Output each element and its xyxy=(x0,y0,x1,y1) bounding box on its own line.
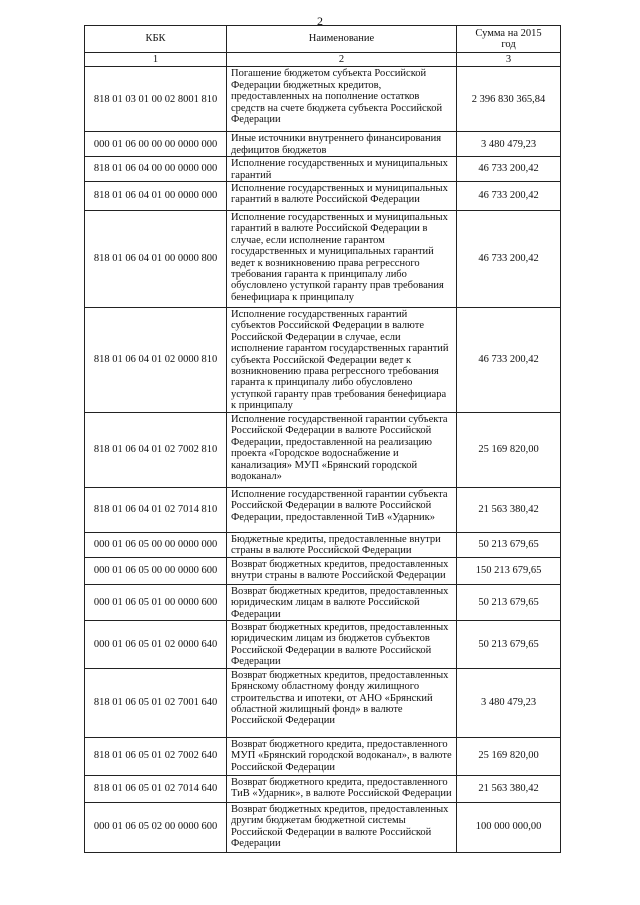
sum-cell: 46 733 200,42 xyxy=(457,157,561,182)
kbk-cell: 000 01 06 05 00 00 0000 000 xyxy=(85,533,227,558)
sum-cell: 50 213 679,65 xyxy=(457,621,561,669)
sum-cell: 150 213 679,65 xyxy=(457,557,561,584)
column-number-row xyxy=(85,53,561,67)
header-kbk: КБК xyxy=(85,26,227,53)
sum-cell: 25 169 820,00 xyxy=(457,737,561,775)
kbk-cell: 000 01 06 00 00 00 0000 000 xyxy=(85,132,227,157)
name-cell: Исполнение государственных и муниципальных гарантий xyxy=(227,157,457,182)
column-number-2: 2 xyxy=(227,53,457,67)
table-row xyxy=(85,557,561,584)
kbk-cell: 818 01 06 05 01 02 7014 640 xyxy=(85,775,227,802)
kbk-cell: 818 01 03 01 00 02 8001 810 xyxy=(85,67,227,132)
table-row xyxy=(85,533,561,558)
sum-cell: 3 480 479,23 xyxy=(457,132,561,157)
name-cell: Исполнение государственных и муниципальных гарантий в валюте Российской Федерации xyxy=(227,182,457,211)
page-number: 2 xyxy=(317,14,323,28)
kbk-cell: 818 01 06 04 01 00 0000 800 xyxy=(85,211,227,308)
kbk-cell: 818 01 06 04 01 02 0000 810 xyxy=(85,308,227,413)
kbk-cell: 818 01 06 04 01 02 7014 810 xyxy=(85,488,227,533)
name-cell: Возврат бюджетного кредита, предоставленного ТиВ «Ударник», в валюте Российской Федерации xyxy=(227,775,457,802)
sum-cell: 21 563 380,42 xyxy=(457,775,561,802)
name-cell: Возврат бюджетных кредитов, предоставленных юридическим лицам из бюджетов субъектов Российской Федерации в валюте Российской Федерации xyxy=(227,621,457,669)
table-row xyxy=(85,668,561,737)
name-cell: Возврат бюджетных кредитов, предоставленных Брянскому областному фонду жилищного строительства и ипотеки, от АНО «Брянский областной жилищный фонд» в валюте Российской Федерации xyxy=(227,668,457,737)
table-row xyxy=(85,211,561,308)
table-body xyxy=(85,26,561,853)
sum-cell: 50 213 679,65 xyxy=(457,533,561,558)
table-row xyxy=(85,802,561,852)
table-row xyxy=(85,308,561,413)
sum-cell: 46 733 200,42 xyxy=(457,211,561,308)
table-row xyxy=(85,737,561,775)
table-row xyxy=(85,67,561,132)
budget-sources-table xyxy=(84,25,561,853)
kbk-cell: 000 01 06 05 01 00 0000 600 xyxy=(85,584,227,620)
name-cell: Бюджетные кредиты, предоставленные внутри страны в валюте Российской Федерации xyxy=(227,533,457,558)
sum-cell: 3 480 479,23 xyxy=(457,668,561,737)
name-cell: Возврат бюджетного кредита, предоставленного МУП «Брянский городской водоканал», в валюте Российской Федерации xyxy=(227,737,457,775)
name-cell: Возврат бюджетных кредитов, предоставленных внутри страны в валюте Российской Федерации xyxy=(227,557,457,584)
name-cell: Исполнение государственных и муниципальных гарантий в валюте Российской Федерации в случае, если исполнение гарантом государственных и муниципальных гарантий ведет к возникновению права регрессного требования гаранта к принципалу либо обусловлено уступкой гаранту прав требования бенефициара к принципалу xyxy=(227,211,457,308)
kbk-cell: 000 01 06 05 01 02 0000 640 xyxy=(85,621,227,669)
column-number-3: 3 xyxy=(457,53,561,67)
column-number-1: 1 xyxy=(85,53,227,67)
kbk-cell: 818 01 06 04 00 00 0000 000 xyxy=(85,157,227,182)
table-row xyxy=(85,132,561,157)
table-row xyxy=(85,775,561,802)
kbk-cell: 818 01 06 05 01 02 7001 640 xyxy=(85,668,227,737)
name-cell: Исполнение государственных гарантий субъектов Российской Федерации в валюте Российской Федерации в случае, если исполнение гарантом государственных гарантий субъекта Российской Федерации ведет к возникновению права регрессного требования гаранта к принципалу либо обусловлено уступкой гаранту прав требования бенефициара к принципалу xyxy=(227,308,457,413)
header-sum: Сумма на 2015 год xyxy=(457,26,561,53)
name-cell: Возврат бюджетных кредитов, предоставленных другим бюджетам бюджетной системы Российской Федерации в валюте Российской Федерации xyxy=(227,802,457,852)
name-cell: Погашение бюджетом субъекта Российской Федерации бюджетных кредитов, предоставленных на пополнение остатков средств на счете бюджета субъекта Российской Федерации xyxy=(227,67,457,132)
table-row xyxy=(85,157,561,182)
table-row xyxy=(85,621,561,669)
name-cell: Исполнение государственной гарантии субъекта Российской Федерации в валюте Российской Федерации, предоставленной ТиВ «Ударник» xyxy=(227,488,457,533)
sum-cell: 46 733 200,42 xyxy=(457,182,561,211)
table-header-row xyxy=(85,26,561,53)
sum-cell: 46 733 200,42 xyxy=(457,308,561,413)
kbk-cell: 000 01 06 05 00 00 0000 600 xyxy=(85,557,227,584)
name-cell: Возврат бюджетных кредитов, предоставленных юридическим лицам в валюте Российской Федерации xyxy=(227,584,457,620)
kbk-cell: 818 01 06 04 01 02 7002 810 xyxy=(85,413,227,488)
header-name: Наименование xyxy=(227,26,457,53)
table-row xyxy=(85,488,561,533)
sum-cell: 50 213 679,65 xyxy=(457,584,561,620)
name-cell: Исполнение государственной гарантии субъекта Российской Федерации в валюте Российской Федерации, предоставленной на реализацию проекта «Городское водоснабжение и канализация» МУП «Брянский городской водоканал» xyxy=(227,413,457,488)
sum-cell: 100 000 000,00 xyxy=(457,802,561,852)
kbk-cell: 000 01 06 05 02 00 0000 600 xyxy=(85,802,227,852)
kbk-cell: 818 01 06 04 01 00 0000 000 xyxy=(85,182,227,211)
table-row xyxy=(85,584,561,620)
table-row xyxy=(85,413,561,488)
sum-cell: 25 169 820,00 xyxy=(457,413,561,488)
kbk-cell: 818 01 06 05 01 02 7002 640 xyxy=(85,737,227,775)
sum-cell: 2 396 830 365,84 xyxy=(457,67,561,132)
table-row xyxy=(85,182,561,211)
sum-cell: 21 563 380,42 xyxy=(457,488,561,533)
name-cell: Иные источники внутреннего финансирования дефицитов бюджетов xyxy=(227,132,457,157)
